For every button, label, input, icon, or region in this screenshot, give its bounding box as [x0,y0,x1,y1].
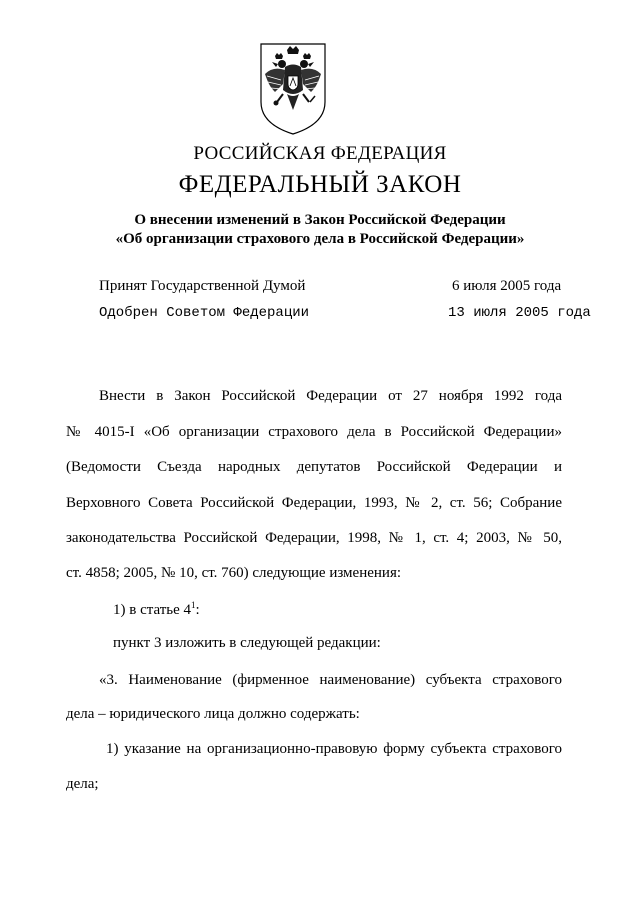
coat-of-arms-emblem [255,40,331,136]
quote-line-2: дела – юридического лица должно содержать: [66,706,360,722]
body-line: законодательства Российской Федерации, 1998, № 1, ст. 4; 2003, № 50, [66,530,562,546]
subitem-1-line-2: дела; [66,776,99,792]
country-heading: РОССИЙСКАЯ ФЕДЕРАЦИЯ [193,143,447,164]
duma-adoption-date: 6 июля 2005 года [452,278,562,294]
document-type-heading: ФЕДЕРАЛЬНЫЙ ЗАКОН [178,171,462,198]
amendment-item-1 [113,600,200,619]
duma-adoption-label: Принят Государственной Думой [99,278,306,294]
law-title-line-1: О внесении изменений в Закон Российской Федерации [134,212,506,228]
body-line: (Ведомости Съезда народных депутатов Российской Федерации и [66,459,562,475]
double-headed-eagle-icon [255,40,331,136]
body-line: Внести в Закон Российской Федерации от 27 ноября 1992 года [99,388,562,404]
body-line: № 4015-I «Об организации страхового дела в Российской Федерации» [66,424,562,440]
body-line: Верховного Совета Российской Федерации, 1993, № 2, ст. 56; Собрание [66,495,562,511]
amendment-item-1-text: 1) в статье 4 [113,602,192,618]
council-approval-label: Одобрен Советом Федерации [99,305,310,321]
quote-line-1: «3. Наименование (фирменное наименование) субъекта страхового [99,672,562,688]
article-superscript: 1 [191,600,196,610]
law-title-line-2: «Об организации страхового дела в Российской Федерации» [115,231,525,247]
body-line-last: ст. 4858; 2005, № 10, ст. 760) следующие изменения: [66,565,402,581]
amendment-item-1-colon: : [195,602,200,618]
subitem-1-line-1: 1) указание на организационно-правовую форму субъекта страхового [106,741,562,757]
point-3-instruction: пункт 3 изложить в следующей редакции: [113,635,381,651]
council-approval-date: 13 июля 2005 года [448,305,591,321]
